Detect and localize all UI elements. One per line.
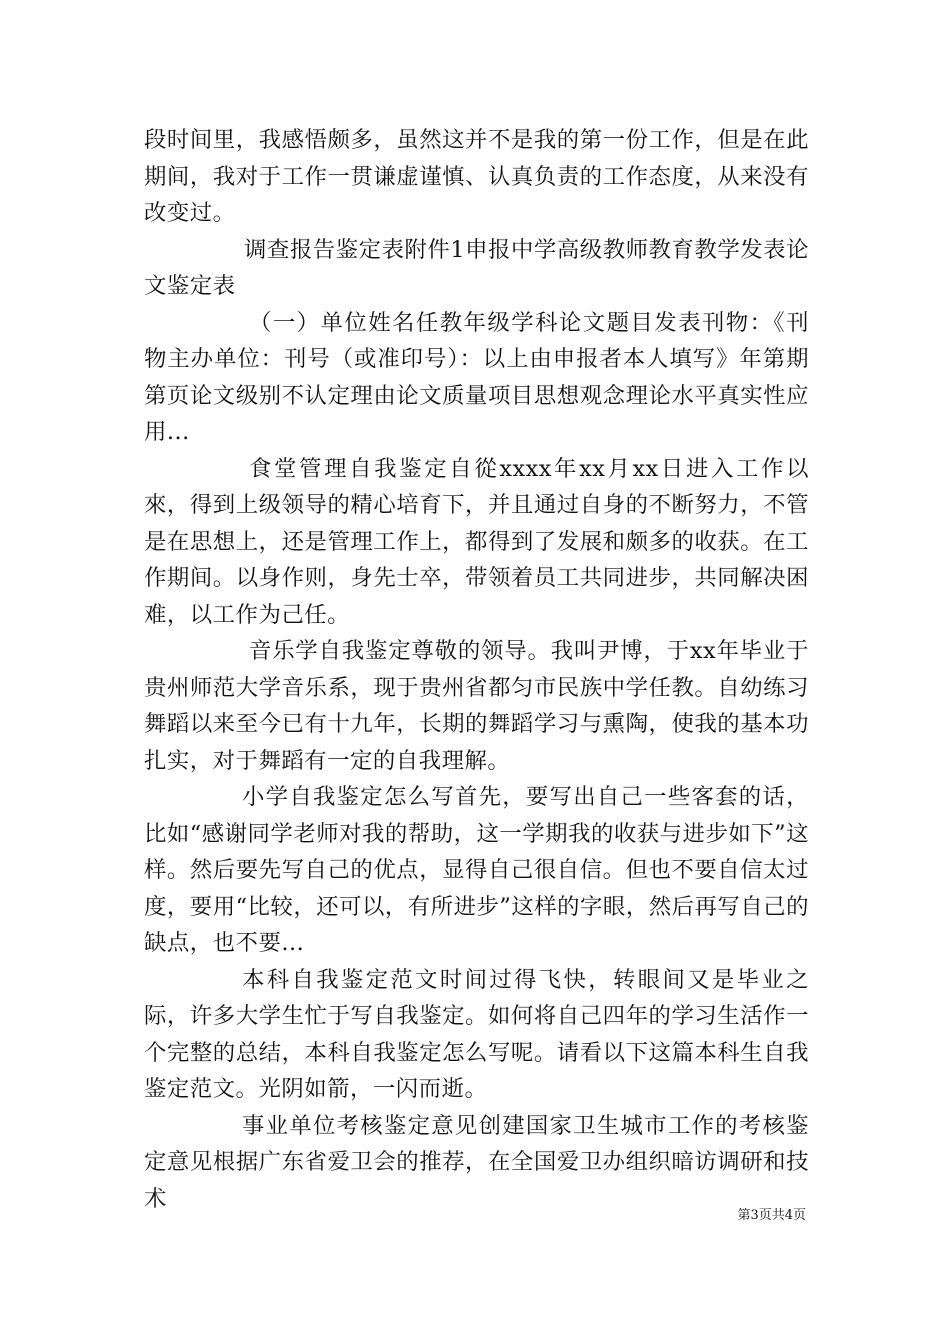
paragraph-primary-school: 小学自我鉴定怎么写首先，要写出自己一些客套的话，比如“感谢同学老师对我的帮助，这一学期我的收获与进步如下”这样。然后要先写自己的优点，显得自己很自信。但也不要自信太过度，要用“比较，还可以，有所进步”这样的字眼，然后再写自己的缺点，也不要...: [144, 784, 809, 956]
paragraph-music: 音乐学自我鉴定尊敬的领导。我叫尹博，于xx年毕业于贵州师范大学音乐系，现于贵州省都匀市民族中学任教。自幼练习舞蹈以来至今已有十九年，长期的舞蹈学习与熏陶，使我的基本功扎实，对于舞蹈有一定的自我理解。: [144, 638, 809, 774]
paragraph-canteen: 食堂管理自我鉴定自從xxxx年xx月xx日进入工作以來，得到上级领导的精心培育下，并且通过自身的不断努力，不管是在思想上，还是管理工作上，都得到了发展和颇多的收获。在工作期间。以身作则，身先士卒，带领着员工共同进步，共同解决困难，以工作为己任。: [144, 455, 809, 628]
page-number: 第3页共4页: [737, 1208, 806, 1223]
paragraph-public-institution: 事业单位考核鉴定意见创建国家卫生城市工作的考核鉴定意见根据广东省爱卫会的推荐，在全国爱卫办组织暗访调研和技术: [144, 1112, 809, 1212]
document-body: [144, 122, 809, 1217]
paragraph-undergraduate: 本科自我鉴定范文时间过得飞快，转眼间又是毕业之际，许多大学生忙于写自我鉴定。如何将自己四年的学习生活作一个完整的总结，本科自我鉴定怎么写呢。请看以下这篇本科生自我鉴定范文。光阴如箭，一闪而逝。: [144, 966, 809, 1102]
paragraph-survey-report: 调查报告鉴定表附件1申报中学高级教师教育教学发表论文鉴定表: [144, 236, 809, 299]
paragraph-unit-name: （一）单位姓名任教年级学科论文题目发表刊物：《刊物主办单位：刊号（或准印号）：以上由申报者本人填写》年第期第页论文级别不认定理由论文质量项目思想观念理论水平真实性应用...: [144, 309, 809, 445]
paragraph-continuation: 段时间里，我感悟颇多，虽然这并不是我的第一份工作，但是在此期间，我对于工作一贯谦虚谨慎、认真负责的工作态度，从来没有改变过。: [144, 127, 809, 226]
